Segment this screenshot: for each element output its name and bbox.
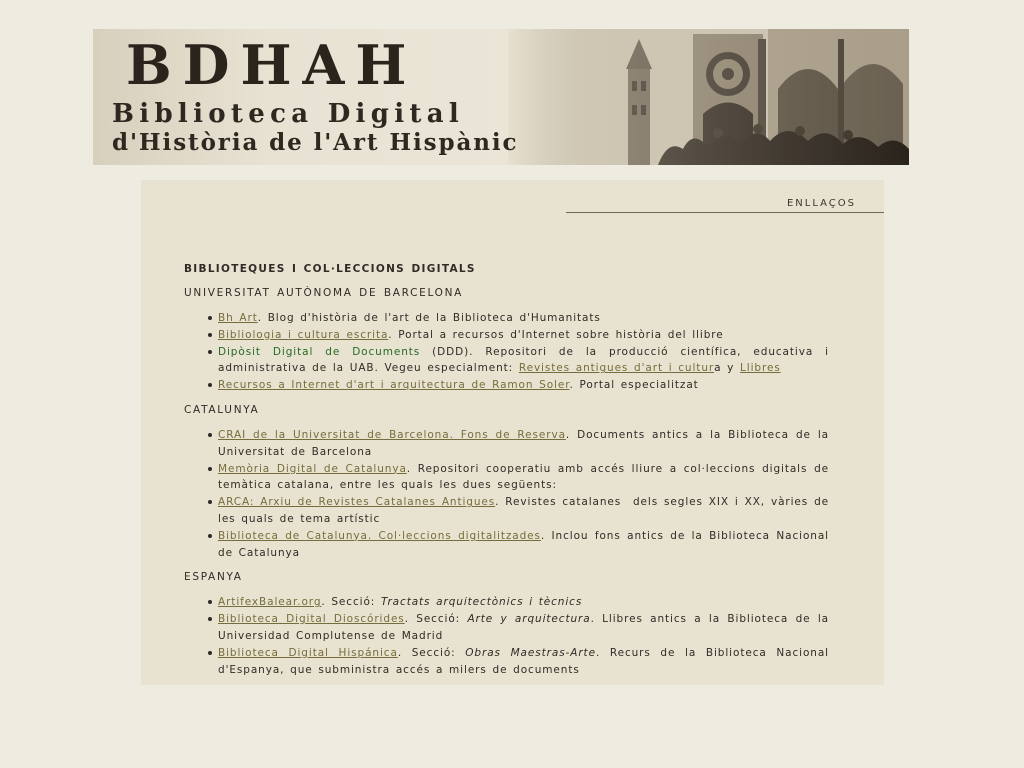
section-title: ENLLAÇOS [786,198,856,209]
main-heading: BIBLIOTEQUES I COL·LECCIONS DIGITALS [184,263,476,275]
item-description: . Blog d'història de l'art de la Biblioteca d'Humanitats [257,312,601,324]
list-item [218,461,829,495]
link-diposit-digital[interactable]: Dipòsit Digital de Documents [218,345,421,358]
item-description: . Secció: [397,646,466,659]
item-description: . Secció: [404,613,468,626]
link-crai-ub[interactable]: CRAI de la Universitat de Barcelona. Fons de Reserva [218,428,566,441]
list-item [218,327,829,344]
group-heading-catalunya: CATALUNYA [184,403,260,416]
item-description: a y [714,362,741,375]
list-item [218,645,829,679]
link-biblioteca-digital-hispanica[interactable]: Biblioteca Digital Hispánica [218,646,398,659]
item-description: . Portal especialitzat [569,379,699,392]
section-name: Tractats arquitectònics i tècnics [380,596,583,609]
group-heading-espanya: ESPANYA [184,571,243,584]
site-subtitle-line1: Biblioteca Digital [112,99,465,129]
site-subtitle-line2: d'Història de l'Art Hispànic [112,129,519,156]
list-item [218,377,829,394]
list-item [218,427,829,461]
list-item [218,611,829,645]
list-item [218,494,835,528]
link-bibliologia[interactable]: Bibliologia i cultura escrita [218,328,389,341]
item-description: . Recurs de la Biblioteca Nacional d'Espanya, que subministra accés a milers de documents [218,646,829,676]
list-item [218,344,829,378]
list-item [218,310,829,327]
item-description: . Repositori cooperatiu amb accés lliure a col·leccions digitals de temàtica catalana, entre les quals les dues següents: [218,462,829,492]
header-banner [93,29,909,165]
link-revistes-antigues[interactable]: Revistes antigues d'art i cultur [518,362,715,375]
link-llibres[interactable]: Llibres [740,362,781,375]
item-description: . Llibres antics a la Biblioteca de la Universidad Complutense de Madrid [218,613,829,642]
group-list-catalunya [184,427,835,561]
link-memoria-digital[interactable]: Memòria Digital de Catalunya [218,462,407,475]
list-item [218,528,829,562]
link-artifexbalear[interactable]: ArtifexBalear.org [218,596,322,609]
link-arca[interactable]: ARCA: Arxiu de Revistes Catalanes Antigues [218,496,496,509]
item-description: . Secció: [321,596,381,609]
group-heading-uab: UNIVERSITAT AUTÒNOMA DE BARCELONA [184,287,464,299]
link-recursos-ramon-soler[interactable]: Recursos a Internet d'art i arquitectura de Ramon Soler [218,379,570,392]
section-header [566,180,884,213]
link-bh-art[interactable]: Bh Art [218,312,258,324]
site-logo-title: BDHAH [126,33,418,97]
link-dioscorides[interactable]: Biblioteca Digital Dioscórides [218,613,405,626]
banner-engraving-image [508,29,909,165]
link-biblioteca-catalunya[interactable]: Biblioteca de Catalunya. Col·leccions digitalitzades [218,529,541,542]
list-item [218,594,829,611]
item-description: . Portal a recursos d'Internet sobre història del llibre [388,328,724,341]
content-panel [141,180,884,685]
links-list [184,262,835,687]
section-name: Obras Maestras-Arte [465,646,596,659]
item-description: . Inclou fons antics de la Biblioteca Nacional de Catalunya [218,529,829,559]
group-list-uab [184,310,829,394]
item-description: . Revistes catalanes dels segles XIX i XX, vàries de les quals de tema artístic [218,496,835,525]
item-description: (DDD). Repositori de la producció científica, educativa i administrativa de la UAB. Vegeu especialment: [218,345,829,375]
item-description: . Documents antics a la Biblioteca de la Universitat de Barcelona [218,428,830,458]
section-name: Arte y arquitectura [467,613,591,626]
group-list-espanya [184,594,829,678]
